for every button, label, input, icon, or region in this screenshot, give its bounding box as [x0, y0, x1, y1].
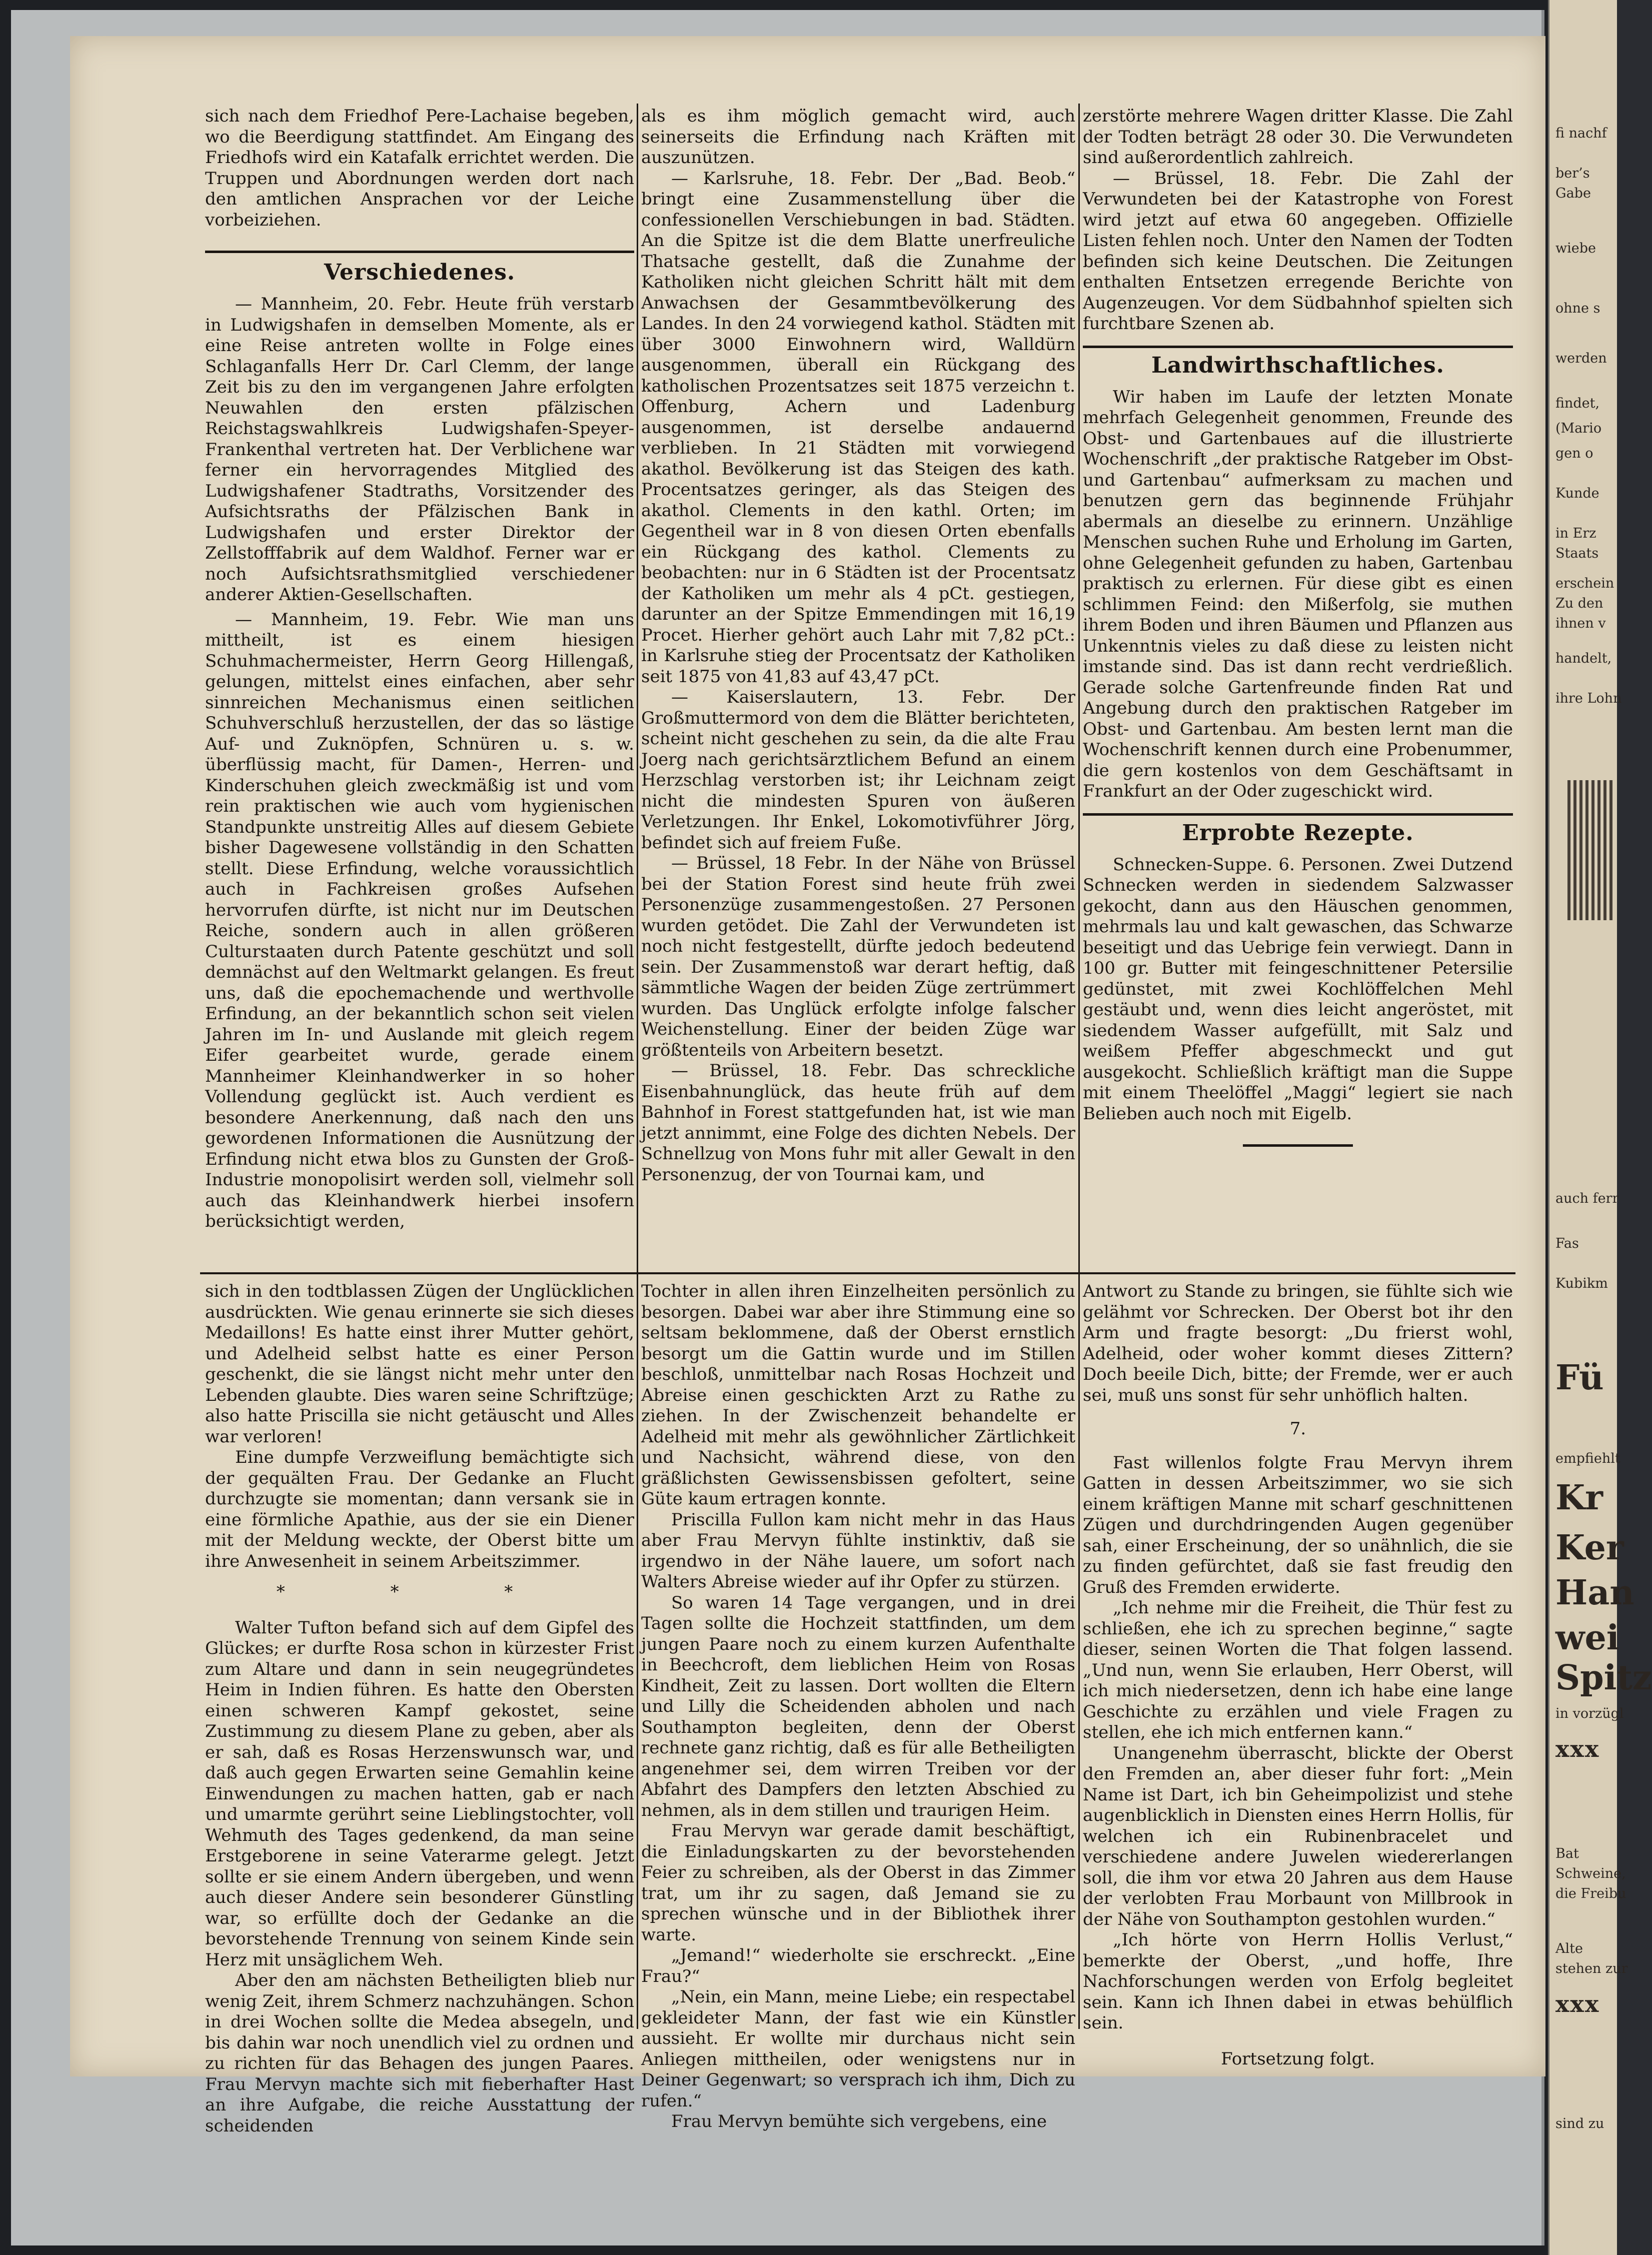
paragraph: „Ich nehme mir die Freiheit, die Thür fest zu schließen, ehe ich zu sprechen beginne,“ sagte dieser, seinen Worten die That folgen lassend. „Und nun, wenn Sie erlauben, Herr Oberst, will ich mich niedersetzen, denn ich habe eine lange Geschichte zu erzählen und viele Fragen zu stellen, ehe ich mich entfernen kann.“ [1083, 1598, 1513, 1742]
next-page-fragment: Han [1555, 1573, 1634, 1613]
column-rule [1078, 104, 1080, 1294]
next-page-fragment: handelt, [1555, 651, 1612, 666]
next-page-fragment: Kubikm [1555, 1276, 1608, 1291]
paragraph: — Brüssel, 18. Febr. Das schreckliche Eisenbahnunglück, das heute früh auf dem Bahnhof in Forest stattgefunden hat, ist wie man jetzt annimmt, eine Folge des dichten Nebels. Der Schnellzug von Mons fuhr mit aller Gewalt in den Personenzug, der von Tournai kam, und [641, 1061, 1075, 1185]
paragraph: Aber den am nächsten Betheiligten blieb nur wenig Zeit, ihrem Schmerz nachzuhängen. Schon in drei Wochen sollte die Medea absegeln, und bis dahin war noch unendlich viel zu ordnen und zu richten für das Behagen des jungen Paares. Frau Mervyn machte sich mit fieberhafter Hast an ihre Aufgabe, die reiche Ausstattung der scheidenden [205, 1970, 634, 2136]
paragraph: Wir haben im Laufe der letzten Monate mehrfach Gelegenheit genommen, Freunde des Obst- und Gartenbaues auf die illustrierte Wochenschrift „der praktische Ratgeber im Obst- und Gartenbau“ aufmerksam zu machen und benutzen gern das beginnende Frühjahr abermals an dieselbe zu erinnern. Unzählige Menschen suchen Ruhe und Erholung im Garten, ohne Gelegenheit gefunden zu haben, Gartenbau praktisch zu erlernen. Für diese gibt es einen schlimmen Feind: den Mißerfolg, sie muthen ihrem Boden und ihren Bäumen und Pflanzen aus Unkenntnis vieles zu daß diese zu leisten nicht imstande sind. Das ist dann recht verdrießlich. Gerade solche Gartenfreunde finden Rat und Angebung durch den praktischen Ratgeber im Obst- und Gartenbau. Am besten lernt man die Wochenschrift kennen durch eine Probenummer, die gern kostenlos von dem Geschäftsamt in Frankfurt an der Oder zugeschickt wird. [1083, 387, 1513, 801]
next-page-fragment: fi nachf [1555, 126, 1607, 141]
next-page-fragment: werden [1555, 351, 1607, 366]
paragraph: zerstörte mehrere Wagen dritter Klasse. Die Zahl der Todten beträgt 28 oder 30. Die Verwundeten sind außerordentlich zahlreich. [1083, 106, 1513, 168]
paragraph: Tochter in allen ihren Einzelheiten persönlich zu besorgen. Dabei war aber ihre Stimmung eine so seltsam beklommene, daß der Oberst ernstlich besorgt um die Gattin wurde und im Stillen beschloß, unmittelbar nach Rosas Hochzeit und Abreise einen geschickten Arzt zu Rathe zu ziehen. In der Zwischenzeit behandelte er Adelheid mit mehr als gewöhnlicher Zärtlichkeit und Nachsicht, während diese, von den gräßlichsten Gewissensbissen gefoltert, seine Güte kaum ertragen konnte. [641, 1281, 1075, 1509]
top-column-2 [641, 106, 1075, 1306]
paragraph: — Mannheim, 19. Febr. Wie man uns mittheilt, ist es einem hiesigen Schuhmachermeister, Herrn Georg Hillengaß, gelungen, mittelst eines einfachen, aber sehr sinnreichen Mechanismus einen seitlichen Schuhverschluß herzustellen, der das so lästige Auf- und Zuknöpfen, Schnüren u. s. w. überflüssig macht, für Damen-, Herren- und Kinderschuhen gleich zweckmäßig ist und vom rein praktischen wie auch vom hygienischen Standpunkte unstreitig Alles auf diesem Gebiete bisher Dagewesene vollständig in den Schatten stellt. Diese Erfindung, welche voraussichtlich auch in Fachkreisen großes Aufsehen hervorrufen dürfte, ist nicht nur im Deutschen Reiche, sondern auch in allen größeren Culturstaaten durch Patente geschützt und soll demnächst auf den Weltmarkt gelangen. Es freut uns, daß die epochemachende und werthvolle Erfindung, an der bekanntlich schon seit vielen Jahren im In- und Auslande mit gleich regem Eifer gearbeitet wurde, gerade einem Mannheimer Kleinhandwerker in so hoher Vollendung geglückt ist. Auch verdient es besondere Anerkennung, daß nach den uns gewordenen Informationen die Ausnützung der Erfindung nicht etwa blos zu Gunsten der Groß-Industrie monopolisirt werden soll, vielmehr soll auch das Kleinhandwerk hierbei insofern berücksichtigt werden, [205, 609, 634, 1231]
next-page-fragment: Bat [1555, 1846, 1579, 1861]
paragraph: — Kaiserslautern, 13. Febr. Der Großmuttermord von dem die Blätter berichteten, scheint nicht geschehen zu sein, da die alte Frau Joerg nach gerichtsärztlichem Befund an einem Herzschlag verstorben ist; ihr Leichnam zeigt nicht die mindesten Spuren von äußeren Verletzungen. Ihr Enkel, Lokomotivführer Jörg, befindet sich auf freiem Fuße. [641, 687, 1075, 853]
paragraph: — Brüssel, 18 Febr. In der Nähe von Brüssel bei der Station Forest sind heute früh zwei Personenzüge zusammengestoßen. 27 Personen wurden getödet. Die Zahl der Verwundeten ist noch nicht festgestellt, dürfte jedoch bedeutend sein. Der Zusammenstoß war derart heftig, daß sämmtliche Wagen der beiden Züge zertrümmert wurden. Das Unglück erfolgte infolge falscher Weichenstellung. Einer der beiden Züge war größtenteils von Arbeitern besetzt. [641, 853, 1075, 1060]
next-page-fragment: Fas [1555, 1236, 1579, 1251]
section-heading: Landwirthschaftliches. [1151, 352, 1444, 378]
next-page-fragment: findet, [1555, 396, 1600, 411]
next-page-fragment: die Freibu [1555, 1886, 1626, 1901]
paragraph: „Nein, ein Mann, meine Liebe; ein respectabel gekleideter Mann, der fast wie ein Künstler aussieht. Er wollte mir durchaus nicht sein Anliegen mittheilen, oder wenigstens nur in Deiner Gegenwart; so versprach ich ihm, Dich zu rufen.“ [641, 1987, 1075, 2111]
paragraph: sich in den todtblassen Zügen der Unglücklichen ausdrückten. Wie genau erinnerte sie sich dieses Medaillons! Es hatte einst ihrer Mutter gehört, und Adelheid selbst hatte es einer Person geschenkt, die sie längst nicht mehr unter den Lebenden glaubte. Dies waren seine Schriftzüge; also hatte Priscilla sie nicht getäuscht und Alles war verloren! [205, 1281, 634, 1447]
top-column-3 [1083, 106, 1513, 1306]
section-rule [1083, 346, 1513, 348]
next-page-fragment: stehen zur [1555, 1961, 1628, 1976]
paragraph: Unangenehm überrascht, blickte der Oberst den Fremden an, aber dieser fuhr fort: „Mein Name ist Dart, ich bin Geheimpolizist und stehe augenblicklich in Diensten eines Herrn Hollis, für welchen ich ein Rubinenbracelet und verschiedene andere Juwelen wiedererlangen soll, die ihm vor etwa 20 Jahren aus dem Hause der verlobten Frau Morbaunt von Millbrook in der Nähe von Southampton gestohlen wurden.“ [1083, 1743, 1513, 1929]
paragraph: Priscilla Fullon kam nicht mehr in das Haus aber Frau Mervyn fühlte instinktiv, daß sie irgendwo in der Nähe lauere, um sofort nach Walters Abreise wieder auf ihr Opfer zu stürzen. [641, 1509, 1075, 1592]
next-page-fragment: in Erz [1555, 526, 1596, 541]
next-page-fragment: auch ferr [1555, 1191, 1619, 1206]
section-stars: * * * [276, 1582, 563, 1602]
next-page-fragment: ihnen v [1555, 616, 1606, 631]
section-rule [1083, 813, 1513, 816]
chapter-number: 7. [1289, 1419, 1306, 1439]
next-page-fragment: sind zu [1555, 2116, 1604, 2131]
next-page-fragment: in vorzügl [1555, 1706, 1624, 1721]
paragraph: Fast willenlos folgte Frau Mervyn ihrem Gatten in dessen Arbeitszimmer, wo sie sich einem kräftigen Manne mit scharf geschnittenen Zügen und durchdringenden Augen gegenüber sah, einer Erscheinung, der so unähnlich, die sie zu finden gefürchtet, daß sie fast freudig den Gruß des Fremden erwiderte. [1083, 1452, 1513, 1597]
paragraph: „Jemand!“ wiederholte sie erschreckt. „Eine Frau?“ [641, 1945, 1075, 1986]
bottom-column-2 [641, 1281, 1075, 2131]
section-heading: Erprobte Rezepte. [1182, 820, 1414, 846]
paragraph: — Mannheim, 20. Febr. Heute früh verstarb in Ludwigshafen in demselben Momente, als er eine Reise antreten wollte in Folge eines Schlaganfalls Herr Dr. Carl Clemm, der lange Zeit bis zu den im vergangenen Jahre erfolgten Neuwahlen den ersten pfälzischen Reichstagswahlkreis Ludwigshafen-Speyer-Frankenthal vertreten hat. Der Verblichene war ferner ein hervorragendes Mitglied des Ludwigshafener Stadtraths, Vorsitzender des Aufsichtsraths der Pfälzischen Bank in Ludwigshafen und erster Direktor der Zellstofffabrik auf dem Waldhof. Ferner war er noch Aufsichtsrathsmitglied verschiedener anderer Aktien-Gesellschaften. [205, 294, 634, 605]
paragraph: — Karlsruhe, 18. Febr. Der „Bad. Beob.“ bringt eine Zusammenstellung über die confessionellen Verschiebungen in bad. Städten. An die Spitze ist die dem Blatte unerfreuliche Thatsache gestellt, daß die Zunahme der Katholiken nicht gleichen Schritt hält mit dem Anwachsen der Gesammtbevölkerung des Landes. In den 24 vorwiegend kathol. Städten mit über 3000 Einwohnern wird, Walldürn ausgenommen, überall ein Rückgang des katholischen Prozentsatzes seit 1875 verzeichn t. Offenburg, Achern und Ladenburg ausgenommen, ist derselbe andauernd verblieben. In 21 Städten mit vorwiegend akathol. Bevölkerung ist das Steigen des kath. Procentsatzes geringer, als das Steigen des akathol. Clements in den kathl. Orten; im Gegentheil war in 8 von diesen Orten ebenfalls ein Rückgang des kathol. Clements zu beobachten: nur in 6 Städten ist der Procentsatz der Katholiken um mehr als 4 pCt. gestiegen, darunter an der Spitze Emmendingen mit 16,19 Procet. Hierher gehört auch Lahr mit 7,82 pCt.: in Karlsruhe stieg der Procentsatz der Katholiken seit 1875 von 41,83 auf 43,47 pCt. [641, 168, 1075, 687]
next-page-fragment: wiebe [1555, 241, 1596, 256]
next-page-fragment: wei [1555, 1618, 1619, 1658]
next-page-fragment: xxx [1555, 1735, 1600, 1762]
paragraph: — Brüssel, 18. Febr. Die Zahl der Verwundeten bei der Katastrophe von Forest wird jetzt auf etwa 60 angegeben. Offizielle Listen fehlen noch. Unter den Namen der Todten befinden sich keine Deutschen. Die Zeitungen enthalten Entsetzen erregende Berichte von Augenzeugen. Vor dem Südbahnhof spielten sich furchtbare Szenen ab. [1083, 168, 1513, 334]
paragraph: Antwort zu Stande zu bringen, sie fühlte sich wie gelähmt vor Schrecken. Der Oberst bot ihr den Arm und fragte besorgt: „Du frierst wohl, Adelheid, oder woher kommt dieses Zittern? Doch beeile Dich, bitte; der Fremde, wer er auch sei, muß uns sonst für sehr unhöflich halten. [1083, 1281, 1513, 1405]
next-page-fragment: Zu den [1555, 596, 1603, 611]
next-page-fragment: Fü [1555, 1358, 1604, 1398]
newspaper-page [70, 36, 1545, 2136]
next-page-fragment: ber’s [1555, 166, 1590, 181]
next-page-fragment: Spitz [1555, 1658, 1652, 1698]
continuation-note: Fortsetzung folgt. [1221, 2048, 1375, 2069]
next-page-fragment: ohne s [1555, 301, 1600, 316]
section-separator [200, 1272, 1515, 1274]
column-rule [637, 104, 638, 1294]
next-page-fragment: ihre Lohn [1555, 691, 1622, 706]
next-page-fragment: erschein [1555, 576, 1614, 591]
paragraph: Eine dumpfe Verzweiflung bemächtigte sich der gequälten Frau. Der Gedanke an Flucht durchzugte sie momentan; dann versank sie in eine förmliche Apathie, aus der sie ein Diener mit der Meldung weckte, der Oberst bitte um ihre Anwesenheit in seinem Arbeitszimmer. [205, 1447, 634, 1571]
paragraph: Frau Mervyn bemühte sich vergebens, eine [671, 2111, 1047, 2131]
next-page-fragment: Schweine, [1555, 1866, 1626, 1881]
column-rule [637, 1279, 638, 2029]
bottom-column-3 [1083, 1281, 1513, 2069]
paragraph: „Ich hörte von Herrn Hollis Verlust,“ bemerkte der Oberst, „und hoffe, Ihre Nachforschungen werden von Erfolg begleitet sein. Kann ich Ihnen dabei in etwas behülflich sein. [1083, 1930, 1513, 2033]
next-page-fragment: Ker [1555, 1528, 1624, 1568]
section-rule [205, 251, 634, 253]
ornament-graphic [1567, 780, 1612, 920]
section-heading: Verschiedenes. [324, 260, 516, 285]
paragraph: als es ihm möglich gemacht wird, auch seinerseits die Erfindung nach Kräften mit auszunützen. [641, 106, 1075, 168]
bottom-column-1 [205, 1281, 634, 2136]
next-page-fragment: Staats [1555, 546, 1599, 561]
next-page-fragment: Kr [1555, 1478, 1603, 1518]
adjacent-page-edge [1548, 0, 1652, 2255]
top-column-1 [205, 106, 634, 1306]
next-page-fragment: empfiehlt [1555, 1451, 1620, 1466]
end-rule [1243, 1144, 1353, 1147]
paragraph: So waren 14 Tage vergangen, und in drei Tagen sollte die Hochzeit stattfinden, um dem jungen Paare noch zu einem kurzen Aufenthalte in Beechcroft, dem lieblichen Heim von Rosas Kindheit, Zeit zu lassen. Dort wollten die Eltern und Lilly die Scheidenden abholen und nach Southampton begleiten, denn der Oberst rechnete ganz richtig, daß es für alle Betheiligten angenehmer sei, dem wirren Treiben vor der Abfahrt des Dampfers den letzten Abschied zu nehmen, als in dem stillen und traurigen Heim. [641, 1592, 1075, 1820]
next-page-fragment: Gabe [1555, 186, 1591, 201]
paragraph: Walter Tufton befand sich auf dem Gipfel des Glückes; er durfte Rosa schon in kürzester Frist zum Altare und dann in sein neugegründetes Heim in Indien führen. Es hatte den Obersten einen schweren Kampf gekostet, seine Zustimmung zu diesem Plane zu geben, aber als er sah, daß es Rosas Herzenswunsch war, und daß auch gegen Erwarten seine Gemahlin keine Einwendungen zu machen hatten, gab er nach und umarmte gerührt seine Lieblingstochter, voll Wehmuth des Tages gedenkend, da man seine Erstgeborene in seine Vaterarme gelegt. Jetzt sollte er sie einem Andern übergeben, und wenn auch dieser Andere sein besonderer Günstling war, so erfüllte doch der Gedanke an die bevorstehende Trennung von seinem Kinde sein Herz mit unsäglichem Weh. [205, 1617, 634, 1970]
next-page-fragment: (Mario [1555, 421, 1602, 436]
next-page-fragment: xxx [1555, 1990, 1600, 2017]
column-rule [1078, 1279, 1080, 2029]
paragraph: Schnecken-Suppe. 6. Personen. Zwei Dutzend Schnecken werden in siedendem Salzwasser gekocht, dann aus den Häuschen genommen, mehrmals lau und kalt gewaschen, das Schwarze beseitigt und das Uebrige fein verwiegt. Dann in 100 gr. Butter mit feingeschnittener Petersilie gedünstet, mit zwei Kochlöffelchen Mehl gestäubt und, wenn dies leicht angeröstet, mit siedendem Wasser aufgefüllt, mit Salz und weißem Pfeffer abgeschmeckt und gut ausgekocht. Schließlich kräftigt man die Suppe mit einem Theelöffel „Maggi“ legiert sie nach Belieben auch noch mit Eigelb. [1083, 854, 1513, 1124]
next-page-fragment: Alte [1555, 1941, 1583, 1956]
next-page-fragment: gen o [1555, 446, 1593, 461]
next-page-fragment: Kunde [1555, 486, 1599, 501]
paragraph: sich nach dem Friedhof Pere-Lachaise begeben, wo die Beerdigung stattfindet. Am Eingang des Friedhofs wird ein Katafalk errichtet werden. Die Truppen und Abordnungen werden dort nach den amtlichen Ansprachen vor der Leiche vorbeiziehen. [205, 106, 634, 230]
paragraph: Frau Mervyn war gerade damit beschäftigt, die Einladungskarten zu der bevorstehenden Feier zu schreiben, als der Oberst in das Zimmer trat, um ihr zu sagen, daß Jemand sie zu sprechen wünsche und in der Bibliothek ihrer warte. [641, 1821, 1075, 1945]
